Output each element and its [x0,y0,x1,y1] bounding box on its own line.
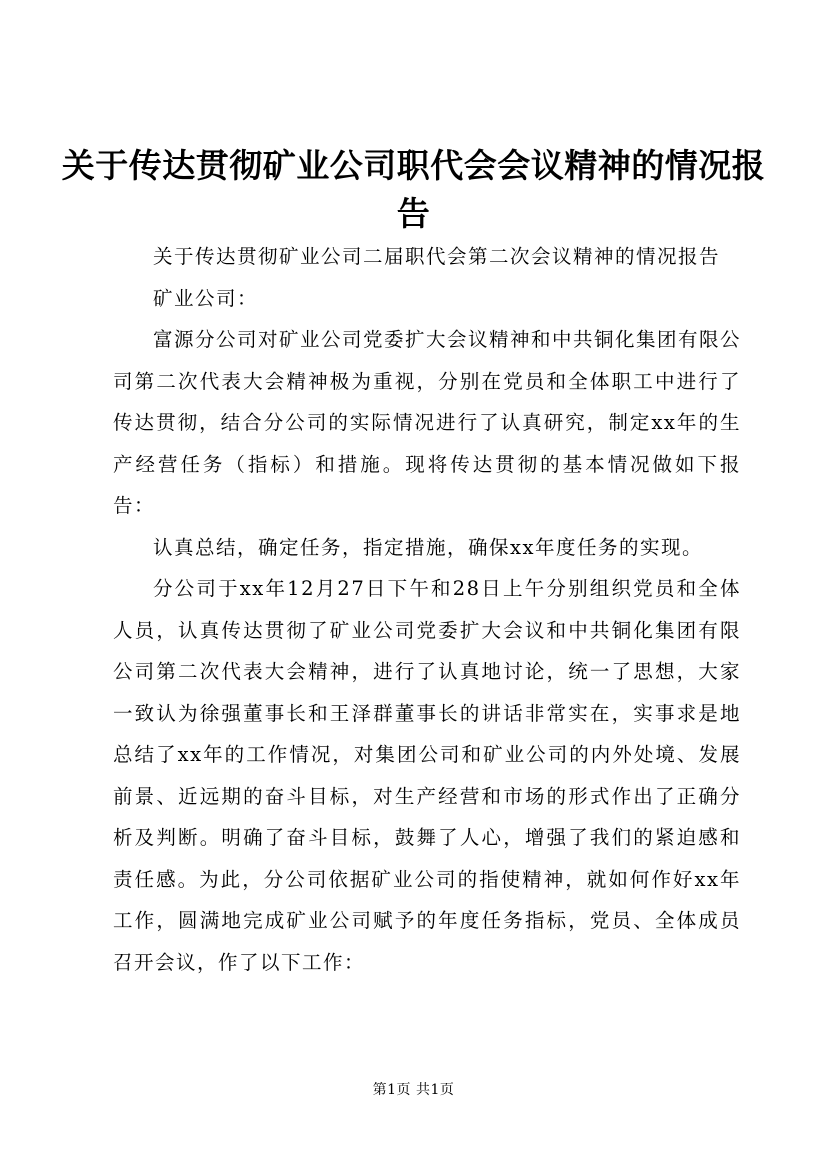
salutation-paragraph: 矿业公司： [152,286,258,310]
page-number-footer: 第1页 共1页 [372,1082,455,1098]
section-heading-paragraph: 认真总结，确定任务，指定措施，确保xx年度任务的实现。 [152,535,703,559]
detail-paragraph: 分公司于xx年12月27日下午和28日上午分别组织党员和全体人员，认真传达贯彻了矿业公司党委扩大会议和中共铜化集团有限公司第二次代表大会精神，进行了认真地讨论，统一了思想，大家一致认为徐强董事长和王泽群董事长的讲话非常实在，实事求是地总结了xx年的工作情况，对集团公司和矿业公司的内外处境、发展前景、近远期的奋斗目标，对生产经营和市场的形式作出了正确分析及判断。明确了奋斗目标，鼓舞了人心，增强了我们的紧迫感和责任感。为此，分公司依据矿业公司的指使精神，就如何作好xx年工作，圆满地完成矿业公司赋予的年度任务指标，党员、全体成员召开会议，作了以下工作： [113,577,741,974]
document-body [113,236,741,983]
document-title: 关于传达贯彻矿业公司职代会会议精神的情况报告 [61,146,766,233]
intro-paragraph: 富源分公司对矿业公司党委扩大会议精神和中共铜化集团有限公司第二次代表大会精神极为重视，分别在党员和全体职工中进行了传达贯彻，结合分公司的实际情况进行了认真研究，制定xx年的生产经营任务（指标）和措施。现将传达贯彻的基本情况做如下报告： [113,328,741,517]
report-subject-paragraph: 关于传达贯彻矿业公司二届职代会第二次会议精神的情况报告 [152,245,720,268]
